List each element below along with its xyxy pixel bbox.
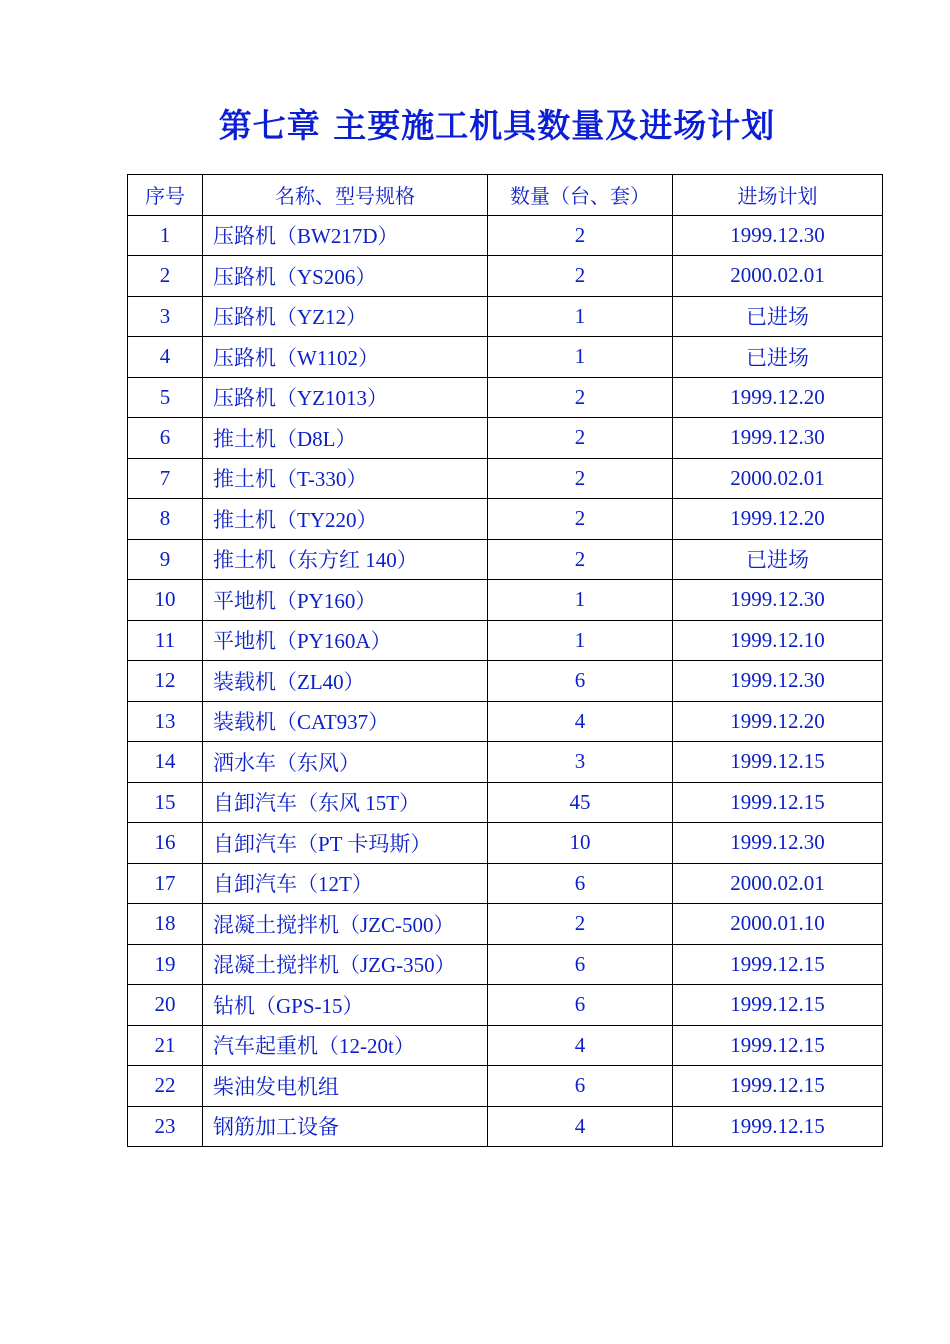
table-row xyxy=(128,823,883,864)
table-row xyxy=(128,377,883,418)
row-index: 22 xyxy=(128,1066,203,1107)
entry-plan: 2000.02.01 xyxy=(673,256,883,297)
table-row xyxy=(128,985,883,1026)
quantity: 2 xyxy=(488,377,673,418)
quantity: 1 xyxy=(488,620,673,661)
entry-plan: 1999.12.15 xyxy=(673,1106,883,1147)
quantity: 2 xyxy=(488,499,673,540)
header-quantity: 数量（台、套） xyxy=(488,175,673,216)
entry-plan: 已进场 xyxy=(673,296,883,337)
row-index: 16 xyxy=(128,823,203,864)
row-index: 2 xyxy=(128,256,203,297)
entry-plan: 已进场 xyxy=(673,539,883,580)
quantity: 6 xyxy=(488,1066,673,1107)
row-index: 12 xyxy=(128,661,203,702)
row-index: 23 xyxy=(128,1106,203,1147)
quantity: 4 xyxy=(488,1106,673,1147)
table-row xyxy=(128,499,883,540)
table-row xyxy=(128,620,883,661)
table-row xyxy=(128,1106,883,1147)
table-row xyxy=(128,580,883,621)
table-row xyxy=(128,863,883,904)
row-index: 18 xyxy=(128,904,203,945)
equipment-name: 自卸汽车（12T） xyxy=(203,863,488,904)
equipment-name: 混凝土搅拌机（JZG-350） xyxy=(203,944,488,985)
equipment-name: 混凝土搅拌机（JZC-500） xyxy=(203,904,488,945)
equipment-name: 钢筋加工设备 xyxy=(203,1106,488,1147)
equipment-name: 自卸汽车（PT 卡玛斯） xyxy=(203,823,488,864)
entry-plan: 1999.12.20 xyxy=(673,499,883,540)
row-index: 6 xyxy=(128,418,203,459)
quantity: 6 xyxy=(488,944,673,985)
entry-plan: 已进场 xyxy=(673,337,883,378)
quantity: 6 xyxy=(488,661,673,702)
entry-plan: 2000.01.10 xyxy=(673,904,883,945)
row-index: 8 xyxy=(128,499,203,540)
row-index: 1 xyxy=(128,215,203,256)
row-index: 14 xyxy=(128,742,203,783)
equipment-name: 平地机（PY160） xyxy=(203,580,488,621)
equipment-name: 推土机（T-330） xyxy=(203,458,488,499)
table-row xyxy=(128,782,883,823)
table-row xyxy=(128,1066,883,1107)
row-index: 9 xyxy=(128,539,203,580)
quantity: 2 xyxy=(488,256,673,297)
row-index: 20 xyxy=(128,985,203,1026)
table-row xyxy=(128,215,883,256)
table-row xyxy=(128,742,883,783)
quantity: 4 xyxy=(488,1025,673,1066)
table-row xyxy=(128,1025,883,1066)
equipment-name: 装载机（ZL40） xyxy=(203,661,488,702)
entry-plan: 1999.12.30 xyxy=(673,215,883,256)
quantity: 2 xyxy=(488,904,673,945)
entry-plan: 1999.12.15 xyxy=(673,1025,883,1066)
equipment-table xyxy=(127,174,883,1147)
equipment-name: 推土机（东方红 140） xyxy=(203,539,488,580)
header-entry-plan: 进场计划 xyxy=(673,175,883,216)
header-name-model: 名称、型号规格 xyxy=(203,175,488,216)
quantity: 4 xyxy=(488,701,673,742)
table-row xyxy=(128,256,883,297)
row-index: 10 xyxy=(128,580,203,621)
table-row xyxy=(128,661,883,702)
page-title: 第七章 主要施工机具数量及进场计划 xyxy=(218,106,776,145)
quantity: 2 xyxy=(488,458,673,499)
quantity: 6 xyxy=(488,985,673,1026)
entry-plan: 1999.12.15 xyxy=(673,944,883,985)
entry-plan: 1999.12.20 xyxy=(673,701,883,742)
entry-plan: 1999.12.15 xyxy=(673,1066,883,1107)
equipment-name: 自卸汽车（东风 15T） xyxy=(203,782,488,823)
row-index: 15 xyxy=(128,782,203,823)
equipment-name: 推土机（D8L） xyxy=(203,418,488,459)
table-row xyxy=(128,904,883,945)
quantity: 10 xyxy=(488,823,673,864)
row-index: 17 xyxy=(128,863,203,904)
equipment-name: 压路机（W1102） xyxy=(203,337,488,378)
table-body xyxy=(128,215,883,1147)
equipment-name: 装载机（CAT937） xyxy=(203,701,488,742)
equipment-name: 柴油发电机组 xyxy=(203,1066,488,1107)
row-index: 7 xyxy=(128,458,203,499)
equipment-name: 洒水车（东风） xyxy=(203,742,488,783)
table-row xyxy=(128,418,883,459)
entry-plan: 1999.12.30 xyxy=(673,418,883,459)
header-index: 序号 xyxy=(128,175,203,216)
equipment-name: 压路机（YZ1013） xyxy=(203,377,488,418)
table-header-row xyxy=(128,175,883,216)
equipment-name: 钻机（GPS-15） xyxy=(203,985,488,1026)
entry-plan: 2000.02.01 xyxy=(673,863,883,904)
table-row xyxy=(128,944,883,985)
quantity: 1 xyxy=(488,296,673,337)
entry-plan: 1999.12.30 xyxy=(673,661,883,702)
quantity: 2 xyxy=(488,418,673,459)
table-row xyxy=(128,296,883,337)
equipment-name: 压路机（BW217D） xyxy=(203,215,488,256)
entry-plan: 1999.12.15 xyxy=(673,742,883,783)
quantity: 45 xyxy=(488,782,673,823)
row-index: 5 xyxy=(128,377,203,418)
quantity: 1 xyxy=(488,580,673,621)
quantity: 2 xyxy=(488,539,673,580)
entry-plan: 1999.12.10 xyxy=(673,620,883,661)
quantity: 6 xyxy=(488,863,673,904)
row-index: 4 xyxy=(128,337,203,378)
table-row xyxy=(128,539,883,580)
entry-plan: 1999.12.15 xyxy=(673,985,883,1026)
equipment-name: 推土机（TY220） xyxy=(203,499,488,540)
entry-plan: 1999.12.30 xyxy=(673,580,883,621)
row-index: 3 xyxy=(128,296,203,337)
entry-plan: 1999.12.20 xyxy=(673,377,883,418)
row-index: 19 xyxy=(128,944,203,985)
equipment-name: 压路机（YS206） xyxy=(203,256,488,297)
quantity: 3 xyxy=(488,742,673,783)
row-index: 11 xyxy=(128,620,203,661)
equipment-name: 平地机（PY160A） xyxy=(203,620,488,661)
entry-plan: 1999.12.30 xyxy=(673,823,883,864)
row-index: 21 xyxy=(128,1025,203,1066)
equipment-name: 压路机（YZ12） xyxy=(203,296,488,337)
table-row xyxy=(128,458,883,499)
row-index: 13 xyxy=(128,701,203,742)
quantity: 2 xyxy=(488,215,673,256)
entry-plan: 1999.12.15 xyxy=(673,782,883,823)
table-row xyxy=(128,701,883,742)
table-row xyxy=(128,337,883,378)
equipment-name: 汽车起重机（12-20t） xyxy=(203,1025,488,1066)
entry-plan: 2000.02.01 xyxy=(673,458,883,499)
quantity: 1 xyxy=(488,337,673,378)
